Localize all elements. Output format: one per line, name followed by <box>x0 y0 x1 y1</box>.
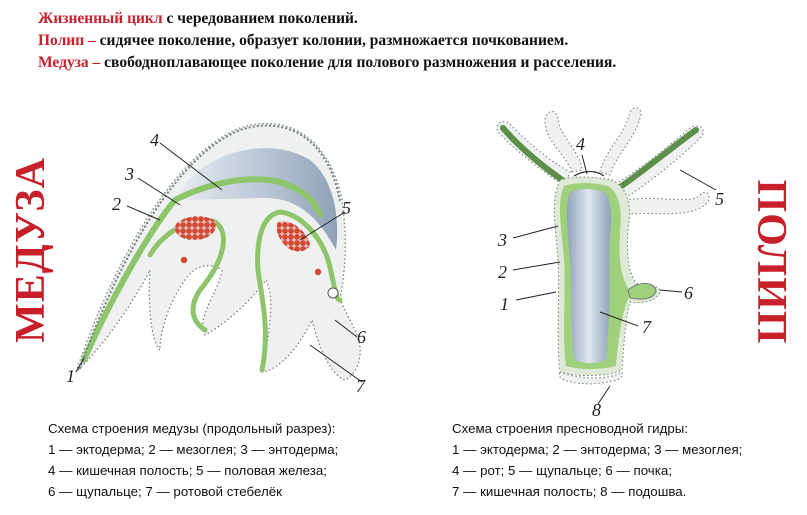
hydra-diagram <box>497 108 724 420</box>
term-polyp: Полип – <box>38 32 96 49</box>
medusa-gonad-dot-left <box>181 257 187 263</box>
polyp-text: сидячее поколение, образует колонии, размножается почкованием. <box>95 32 569 49</box>
term-life-cycle: Жизненный цикл <box>38 10 163 27</box>
hydra-caption-line: 4 — рот; 5 — щупальце; 6 — почка; <box>452 463 672 478</box>
hydra-label-3: 3 <box>498 230 507 250</box>
hydra-caption-line: 7 — кишечная полость; 8 — подошва. <box>452 484 687 499</box>
medusa-caption-line: 6 — щупальце; 7 — ротовой стебелёк <box>48 484 282 499</box>
medusa-label-2: 2 <box>112 194 121 214</box>
medusa-gonad-dot-right <box>315 269 321 275</box>
hydra-label-4: 4 <box>576 134 585 154</box>
hydra-mouth <box>574 172 604 177</box>
life-cycle-text: с чередованием поколений. <box>162 10 358 27</box>
hydra-caption-line: 1 — эктодерма; 2 — энтодерма; 3 — мезоглея; <box>452 442 743 457</box>
hydra-label-1: 1 <box>500 294 509 314</box>
term-medusa: Медуза – <box>38 54 101 71</box>
medusa-label-4: 4 <box>150 130 159 150</box>
medusa-diagram <box>66 124 366 396</box>
hydra-label-7: 7 <box>642 317 651 337</box>
medusa-side-title: МЕДУЗА <box>8 157 54 343</box>
hydra-gut-cavity <box>567 189 611 363</box>
hydra-tentacle-center-right <box>600 108 641 175</box>
medusa-label-7: 7 <box>356 376 365 396</box>
hydra-label-5: 5 <box>715 189 724 209</box>
medusa-canal-opening <box>328 288 338 298</box>
hydra-caption <box>452 418 742 502</box>
hydra-label-8: 8 <box>592 400 601 420</box>
medusa-text: свободноплавающее поколение для полового размножения и расселения. <box>100 54 617 71</box>
medusa-label-3: 3 <box>125 164 134 184</box>
hydra-tentacle-far-right <box>625 192 709 214</box>
medusa-caption-line: 1 — эктодерма; 2 — мезоглея; 3 — энтодерма; <box>48 442 339 457</box>
hydra-label-6: 6 <box>684 283 693 303</box>
medusa-label-6: 6 <box>357 327 366 347</box>
medusa-label-5: 5 <box>342 198 351 218</box>
medusa-caption <box>48 418 338 502</box>
polyp-side-title: ПОЛИП <box>748 179 794 345</box>
medusa-caption-line: 4 — кишечная полость; 5 — половая железа; <box>48 463 327 478</box>
hydra-caption-title: Схема строения пресноводной гидры: <box>452 421 689 436</box>
medusa-caption-title: Схема строения медузы (продольный разрез): <box>48 421 336 436</box>
hydra-label-2: 2 <box>498 262 507 282</box>
medusa-label-1: 1 <box>66 366 75 386</box>
